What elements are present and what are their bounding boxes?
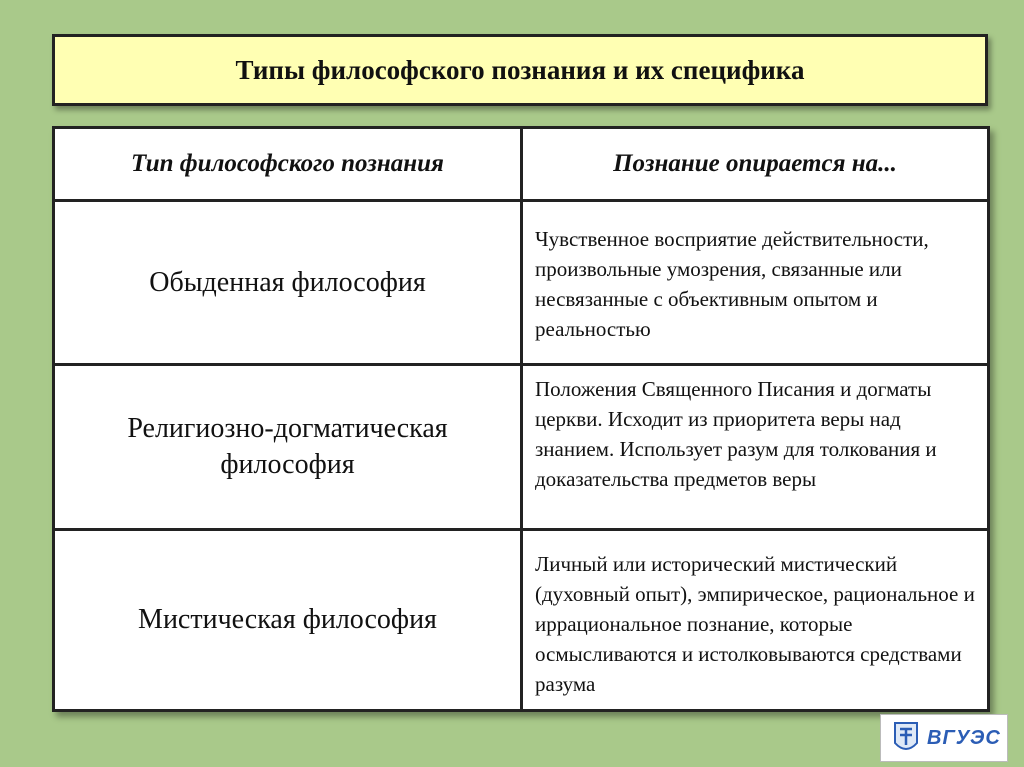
row-type: Обыденная философия bbox=[54, 201, 522, 365]
row-type: Мистическая философия bbox=[54, 530, 522, 711]
table-row bbox=[54, 530, 989, 711]
slide-title-box bbox=[52, 34, 988, 106]
row-basis: Чувственное восприятие действительности, произвольные умозрения, связанные или несвязанные с объективным опытом и реальностью bbox=[522, 201, 989, 365]
table-header-row bbox=[54, 128, 989, 201]
table-row bbox=[54, 201, 989, 365]
university-logo bbox=[880, 714, 1008, 762]
row-type-text: Религиозно-догматическая философия bbox=[127, 413, 448, 480]
row-basis: Положения Священного Писания и догматы церкви. Исходит из приоритета веры над знанием. Использует разум для толкования и доказательства предметов веры bbox=[522, 365, 989, 530]
university-emblem-icon bbox=[891, 721, 921, 755]
row-basis: Личный или исторический мистический (духовный опыт), эмпирическое, рациональное и иррациональное познание, которые осмысливаются и истолковываются средствами разума bbox=[522, 530, 989, 711]
table-row bbox=[54, 365, 989, 530]
slide-title: Типы философского познания и их специфика bbox=[235, 54, 805, 85]
row-type bbox=[54, 365, 522, 530]
logo-text: ВГУЭС bbox=[927, 726, 1001, 749]
header-basis: Познание опирается на... bbox=[522, 128, 989, 201]
header-type: Тип философского познания bbox=[54, 128, 522, 201]
philosophy-types-table bbox=[52, 126, 990, 712]
